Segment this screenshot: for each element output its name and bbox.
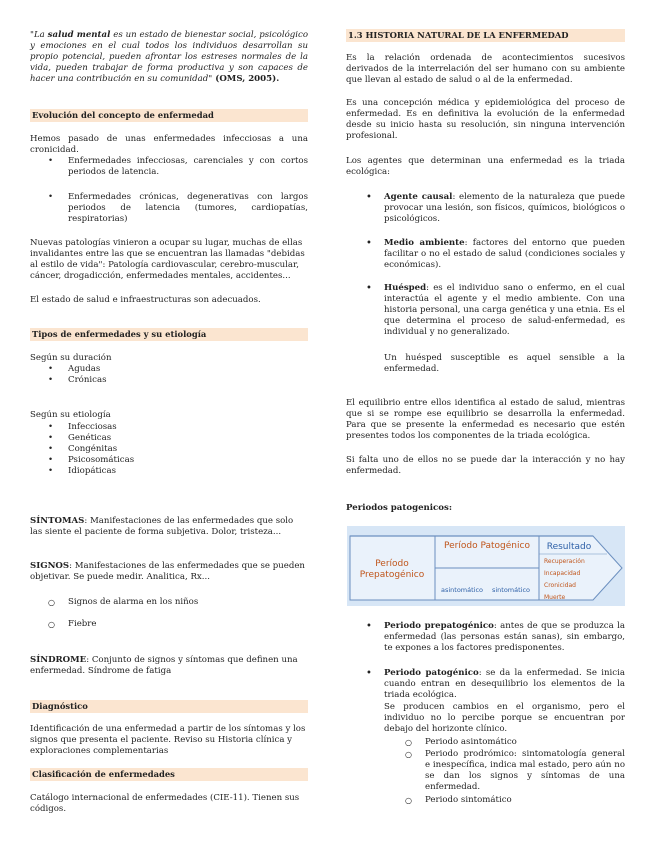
huesped-item: • Huésped: es el individuo sano o enfermo, en el cual interactúa el agente y el medio ambiente. Con una historia personal, una carga genética y una etnia. Es el que determina el proceso de salud-enfermedad, es individual y no generalizado.: [346, 283, 625, 338]
signos-item-1: ○ Signos de alarma en los niños: [30, 597, 308, 608]
signos-item-2: ○ Fiebre: [30, 619, 308, 630]
list-item: • Genéticas: [30, 433, 308, 444]
list-item: • Infecciosas: [30, 422, 308, 433]
diagram-result-muerte: Muerte: [544, 594, 566, 601]
diagram-sintomatico-label: sintomático: [491, 586, 531, 594]
historia-heading: 1.3 HISTORIA NATURAL DE LA ENFERMEDAD: [346, 29, 625, 42]
evolucion-bullet-2: • Enfermedades crónicas, degenerativas con largos periodos de latencia (tumores, cardiopatías, respiratorias): [30, 192, 308, 225]
list-item: • Psicosomáticas: [30, 455, 308, 466]
agente-causal-item: • Agente causal: elemento de la naturaleza que puede provocar una lesión, son físicos, químicos, biológicos o psicológicos.: [346, 192, 625, 225]
signos-definition: SIGNOS: Manifestaciones de las enfermedades que se pueden objetivar. Se puede medir. Analitica, Rx...: [30, 561, 305, 582]
diagram-asintomatico-label: asintomático: [440, 586, 484, 594]
diagram-patogenico-label: Período Patogénico: [444, 541, 530, 551]
diagram-resultado-label: Resultado: [546, 542, 592, 552]
etiologia-list: [30, 422, 308, 477]
salud-mental-quote: "La salud mental es un estado de bienestar social, psicológico y emociones en el cual todos los individuos desarrollan su propio potencial, pueden afrontar los estreses normales de la vida, pueden trabajar de forma productiva y son capaces de hacer una contribución en su comunidad" (OMS, 2005).: [30, 30, 308, 84]
periodo-asintomatico-item: ○ Periodo asintomático: [346, 737, 625, 748]
list-item: • Congénitas: [30, 444, 308, 455]
diagnostico-text: Identificación de una enfermedad a partir de los síntomas y los signos que presenta el paciente. Reviso su Historia clínica y exploraciones complementarias: [30, 724, 306, 756]
periodos-diagram-svg: [347, 526, 625, 606]
periodo-prodromico-item: ○ Periodo prodrómico: sintomatología general e inespecífica, indica mal estado, pero aún no se dan los signos y síntomas de una enfermedad.: [346, 749, 625, 793]
tipos-heading: Tipos de enfermedades y su etiología: [30, 328, 308, 341]
clasificacion-text: Catálogo internacional de enfermedades (CIE-11). Tienen sus códigos.: [30, 793, 300, 814]
equilibrio-text: El equilibrio entre ellos identifica al estado de salud, mientras que si se rompe ese equilibrio se desarrolla la enfermedad. Para que se presente la enfermedad es necesario que estén presentes todos los componentes de la triada ecológica.: [346, 398, 625, 441]
etiologia-label: Según su etiología: [30, 410, 111, 420]
periodos-heading: Periodos patogenicos:: [346, 503, 453, 513]
huesped-note: Un huésped susceptible es aquel sensible a la enfermedad.: [384, 353, 625, 374]
duracion-list: [30, 364, 308, 386]
duracion-label: Según su duración: [30, 353, 112, 363]
list-item: • Crónicas: [30, 375, 308, 386]
prepatogenico-item: • Periodo prepatogénico: antes de que se produzca la enfermedad (las personas están sanas), sin embargo, te expones a los factores predisponentes.: [346, 621, 625, 654]
list-item: • Idiopáticas: [30, 466, 308, 477]
sindrome-definition: SÍNDROME: Conjunto de signos y síntomas que definen una enfermedad. Síndrome de fatiga: [30, 655, 298, 676]
periodo-sintomatico-item: ○ Periodo sintomático: [346, 795, 625, 806]
sintomas-definition: SÍNTOMAS: Manifestaciones de las enfermedades que solo las siente el paciente de forma subjetiva. Dolor, tristeza...: [30, 516, 294, 537]
estado-salud-text: El estado de salud e infraestructuras son adecuados.: [30, 295, 261, 305]
historia-p1: Es la relación ordenada de acontecimientos sucesivos derivados de la interrelación del ser humano con su ambiente que llevan al estado de salud o al de la enfermedad.: [346, 53, 625, 85]
historia-p3: Los agentes que determinan una enfermedad es la triada ecológica:: [346, 156, 625, 177]
patogenico-item: • Periodo patogénico: se da la enfermedad. Se inicia cuando entran en desequilibrio los elementos de la triada ecológica.: [346, 668, 625, 701]
diagram-prepatogenico-label: Período Prepatogénico: [359, 559, 425, 580]
diagram-result-cronicidad: Cronicidad: [544, 582, 576, 589]
medio-ambiente-item: • Medio ambiente: factores del entorno que pueden facilitar o no el estado de salud (condiciones sociales y económicas).: [346, 238, 625, 271]
nuevas-patologias-text: Nuevas patologías vinieron a ocupar su lugar, muchas de ellas invalidantes entre las que se encuentran las llamadas "debidas al estilo de vida": Patología cardiovascular, cerebro-muscular, cáncer, drogadicción, enfermedades mentales, accidentes...: [30, 238, 305, 281]
diagram-result-recuperacion: Recuperación: [544, 558, 585, 565]
cambios-text: Se producen cambios en el organismo, pero el individuo no lo percibe porque se encuentran por debajo del horizonte clínico.: [384, 702, 625, 734]
diagnostico-heading: Diagnóstico: [30, 700, 308, 713]
evolucion-intro: Hemos pasado de unas enfermedades infecciosas a una cronicidad.: [30, 134, 308, 155]
list-item: • Agudas: [30, 364, 308, 375]
periodos-diagram: [347, 526, 625, 606]
diagram-result-incapacidad: Incapacidad: [544, 570, 581, 577]
clasificacion-heading: Clasificación de enfermedades: [30, 768, 308, 781]
evolucion-heading: Evolución del concepto de enfermedad: [30, 109, 308, 122]
evolucion-bullet-1: • Enfermedades infecciosas, carenciales y con cortos periodos de latencia.: [30, 156, 308, 178]
historia-p2: Es una concepción médica y epidemiológica del proceso de enfermedad. Es en definitiva la evolución de la enfermedad desde su inicio hasta su resolución, sin ninguna intervención profesional.: [346, 98, 625, 141]
falta-text: Si falta uno de ellos no se puede dar la interacción y no hay enfermedad.: [346, 455, 625, 476]
